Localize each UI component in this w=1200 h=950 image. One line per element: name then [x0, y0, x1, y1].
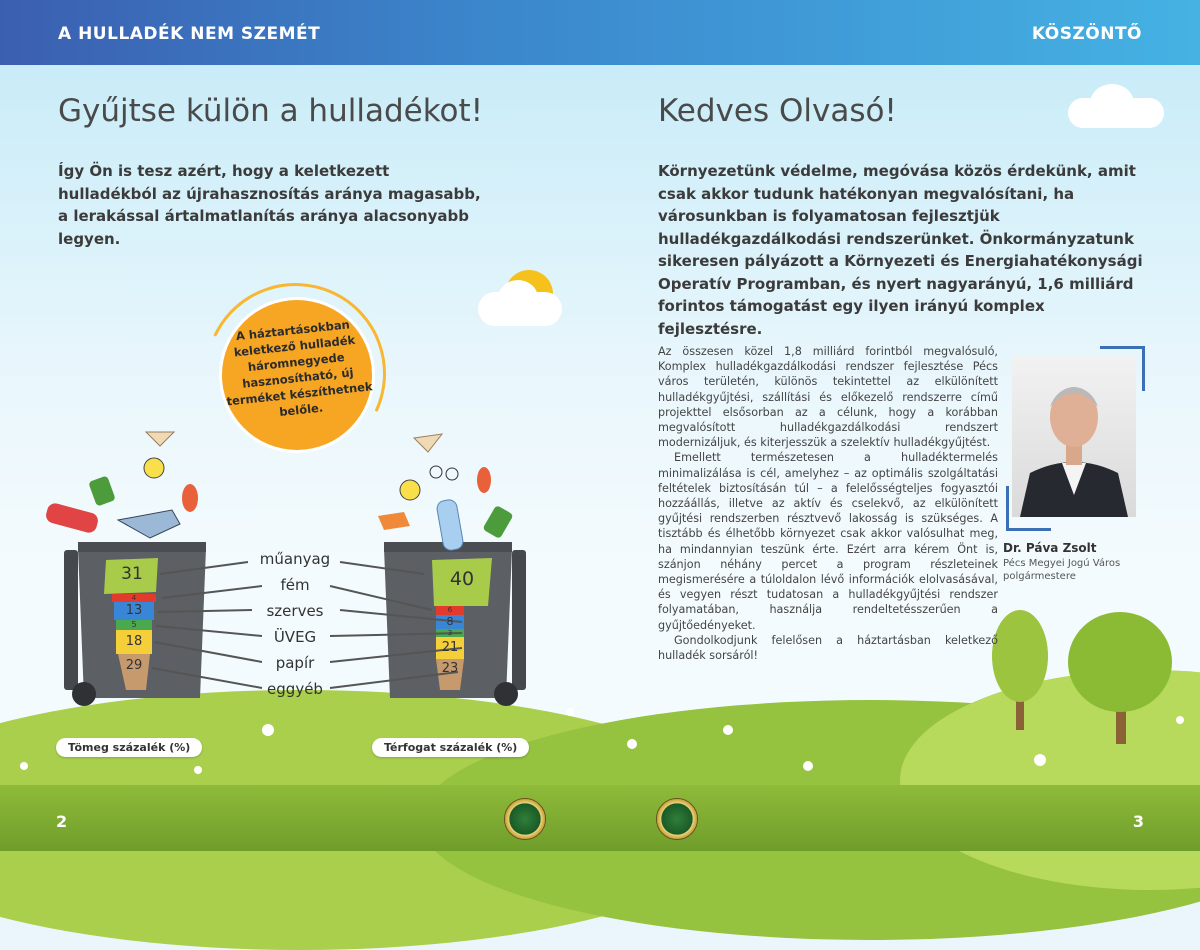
crest-icon	[504, 798, 546, 840]
right-bin-glass-value: 3	[447, 629, 453, 637]
left-bin-metal-value: 4	[131, 594, 137, 602]
page-title: Gyűjtse külön a hulladékot!	[58, 93, 484, 129]
mass-percent-label: Tömeg százalék (%)	[56, 738, 202, 757]
can-icon	[482, 505, 513, 539]
left-bin-plastic-value: 31	[121, 564, 143, 584]
tree-icon	[992, 610, 1048, 730]
category-label-organic: szerves	[266, 602, 324, 620]
paper-plane-icon	[146, 432, 174, 446]
portrait-illustration	[1012, 355, 1136, 517]
right-bin-plastic-value: 40	[449, 568, 475, 590]
can-icon	[88, 475, 116, 506]
body-paragraph: Emellett természetesen a hulladéktermelés minimalizálása is cél, amelyhez – az optimális szolgáltatási feltételek biztosításán túl – a felelősségteljes fogyasztói hozzáállás, illetve az aktív és cselekvő, az elkülönített gyűjtési rendszerben résztvevő lakosság is szükséges. A tisztább és élhetőbb környezet csak akkor valósulhat meg, ha mindannyian teszünk érte. Ezért arra kérem Önt is, szánjon néhány percet a program részleteinek megismerésére a túloldalon lévő információk elolvasásával, és vegyen részt tudatosan a hulladékgyűjtési rendszer folyamatában, használja rendeltetésszerűen a gyűjtőedényeket.	[658, 451, 998, 632]
glasses-icon	[430, 466, 458, 480]
right-bin-organic-value: 8	[446, 615, 454, 628]
chicken-leg-icon	[378, 512, 410, 530]
category-label-other: eggyéb	[267, 680, 323, 698]
page-number-right: 3	[1132, 812, 1144, 831]
category-label-glass: ÜVEG	[273, 628, 317, 646]
badge-text: A háztartásokban keletkező hulladék háromnegyede hasznosítható, új terméket készíthetnek belőle.	[225, 317, 374, 420]
page-title: Kedves Olvasó!	[658, 93, 897, 129]
left-bin-paper-value: 18	[125, 634, 143, 649]
category-label-plastic: műanyag	[259, 550, 331, 568]
paper-plane-icon	[414, 434, 442, 452]
right-bin-metal-value: 6	[447, 606, 453, 614]
portrait-photo	[1012, 355, 1136, 517]
body-text	[658, 344, 998, 663]
header-right-title: KÖSZÖNTŐ	[1031, 24, 1142, 44]
right-bin-other-value: 23	[441, 661, 459, 676]
caption-name: Dr. Páva Zsolt	[1003, 541, 1097, 555]
light-bulb-icon	[400, 480, 420, 500]
category-label-paper: papír	[275, 654, 315, 672]
falling-waste-items	[44, 432, 513, 551]
left-bin-organic-value: 13	[125, 603, 143, 618]
footer-band	[0, 785, 1200, 851]
lead-text: Így Ön is tesz azért, hogy a keletkezett hulladékból az újrahasznosítás aránya magasabb, a lerakással ártalmatlanítás aránya alacsonyabb legyen.	[58, 162, 481, 248]
tree-icon	[1068, 612, 1172, 744]
apple-core-icon	[182, 484, 198, 512]
volume-percent-label: Térfogat százalék (%)	[372, 738, 529, 757]
apple-core-icon	[477, 467, 491, 493]
page-number-left: 2	[56, 812, 68, 831]
header-left-title: A HULLADÉK NEM SZEMÉT	[58, 24, 321, 44]
body-paragraph: Az összesen közel 1,8 milliárd forintból megvalósuló, Komplex hulladékgazdálkodási rendszer fejlesztése Pécs város területén, különös tekintettel az elkülönített hulladékgyűjtési, szállítási és előkezelő rendszerre című projekttel elsősorban az a célunk, hogy a korábban megvalósított hulladékgazdálkodási rendszert modernizáljuk, és kiterjesszük a szelektív hulladékgyűjtést.	[658, 345, 998, 450]
body-paragraph: Gondolkodjunk felelősen a háztartásban keletkező hulladék sorsáról!	[658, 633, 998, 663]
crest-icon	[656, 798, 698, 840]
fish-bone-icon	[118, 510, 180, 538]
bottle-icon	[44, 502, 99, 535]
caption-role: Pécs Megyei Jogú Város polgármestere	[1003, 558, 1121, 582]
right-bin-paper-value: 21	[441, 640, 459, 655]
left-bin-other-value: 29	[125, 658, 143, 673]
category-label-metal: fém	[280, 576, 310, 594]
light-bulb-icon	[144, 458, 164, 478]
lead-text: Környezetünk védelme, megóvása közös érdekünk, amit csak akkor tudunk hatékonyan megvalósítani, ha városunkban is folyamatosan fejlesztjük hulladékgazdálkodási rendszerünket. Önkormányzatunk sikeresen pályázott a Környezeti és Energiahatékonysági Operatív Programban, és nyert nagyarányú, 1,6 milliárd forintos támogatást egy ilyen irányú komplex fejlesztésre.	[658, 162, 1143, 338]
left-bin-glass-value: 5	[131, 620, 137, 629]
